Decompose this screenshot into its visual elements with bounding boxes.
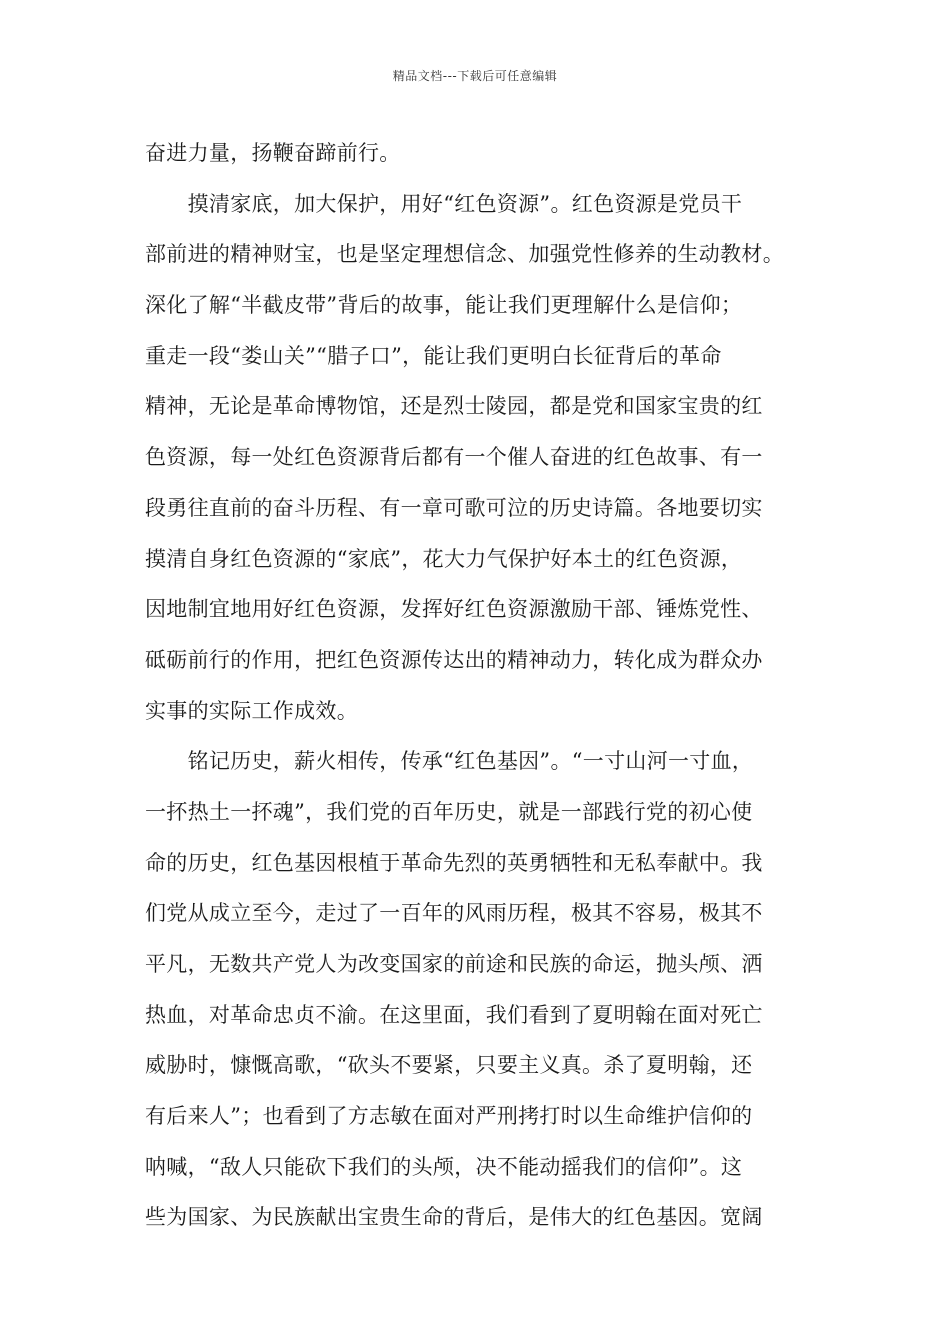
page-header: 精品文档---下载后可任意编辑	[392, 69, 558, 83]
text-line: 重走一段“娄山关”“腊子口”，能让我们更明白长征背后的革命	[145, 343, 722, 368]
text-line: 一抔热土一抔魂”，我们党的百年历史，就是一部践行党的初心使	[145, 799, 753, 824]
text-line: 些为国家、为民族献出宝贵生命的背后，是伟大的红色基因。宽阔	[145, 1205, 763, 1230]
text-line: 命的历史，红色基因根植于革命先烈的英勇牺牲和无私奉献中。我	[145, 850, 763, 875]
text-line: 呐喊，“敌人只能砍下我们的头颅，决不能动摇我们的信仰”。这	[145, 1154, 743, 1179]
text-line: 奋进力量，扬鞭奋蹄前行。	[145, 141, 401, 165]
text-line: 们党从成立至今，走过了一百年的风雨历程，极其不容易，极其不	[145, 901, 763, 926]
text-line: 部前进的精神财宝，也是坚定理想信念、加强党性修养的生动教材。	[145, 242, 784, 267]
text-line: 摸清家底，加大保护，用好“红色资源”。红色资源是党员干	[145, 191, 743, 216]
document-body	[145, 128, 825, 1243]
text-line: 段勇往直前的奋斗历程、有一章可歌可泣的历史诗篇。各地要切实	[145, 495, 763, 520]
text-line: 平凡，无数共产党人为改变国家的前途和民族的命运，抛头颅、洒	[145, 952, 763, 976]
text-line: 铭记历史，薪火相传，传承“红色基因”。“一寸山河一寸血，	[145, 749, 754, 774]
text-line: 因地制宜地用好红色资源，发挥好红色资源激励干部、锤炼党性、	[145, 597, 763, 622]
text-line: 有后来人”；也看到了方志敏在面对严刑拷打时以生命维护信仰的	[145, 1104, 753, 1129]
text-line: 热血，对革命忠贞不渝。在这里面，我们看到了夏明翰在面对死亡	[145, 1002, 763, 1027]
text-line: 威胁时，慷慨高歌，“砍头不要紧，只要主义真。杀了夏明翰，还	[145, 1053, 753, 1078]
text-line: 深化了解“半截皮带”背后的故事，能让我们更理解什么是信仰；	[145, 293, 743, 318]
text-line: 精神，无论是革命博物馆，还是烈士陵园，都是党和国家宝贵的红	[145, 394, 763, 419]
text-line: 摸清自身红色资源的“家底”，花大力气保护好本土的红色资源，	[145, 546, 743, 571]
text-line: 色资源，每一处红色资源背后都有一个催人奋进的红色故事、有一	[145, 445, 763, 470]
text-line: 砥砺前行的作用，把红色资源传达出的精神动力，转化成为群众办	[145, 647, 763, 672]
text-line: 实事的实际工作成效。	[145, 698, 358, 723]
